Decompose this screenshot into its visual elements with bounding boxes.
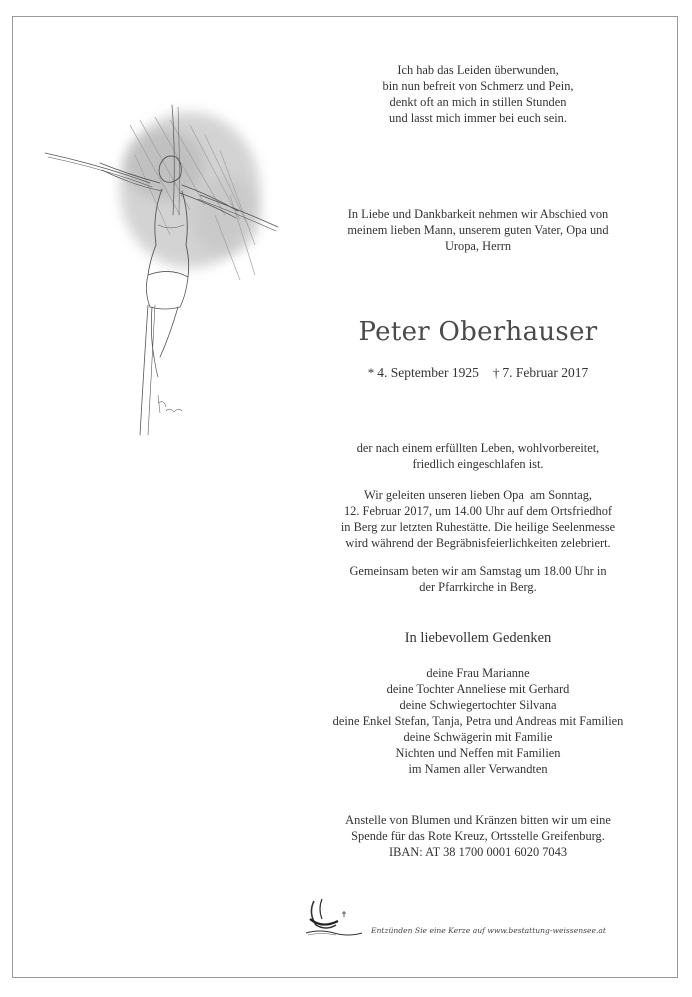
donation-line: Spende für das Rote Kreuz, Ortsstelle Greifenburg. (351, 829, 605, 843)
death-cross-icon: † (492, 365, 500, 380)
donation-text (288, 812, 668, 860)
funeral-line: Wir geleiten unseren lieben Opa am Sonntag, (364, 488, 592, 502)
death-date: 7. Februar 2017 (502, 365, 589, 380)
passing-line: der nach einem erfüllten Leben, wohlvorbereitet, (356, 441, 600, 455)
memory-heading: In liebevollem Gedenken (404, 630, 552, 646)
family-list (288, 665, 668, 777)
family-line: deine Tochter Anneliese mit Gerhard (386, 682, 570, 696)
family-line: deine Frau Marianne (426, 666, 530, 680)
prayer-text (288, 563, 668, 595)
life-dates (288, 365, 668, 381)
crucifix-sketch-icon (40, 95, 280, 440)
funeral-line: 12. Februar 2017, um 14.00 Uhr auf dem Ortsfriedhof (343, 504, 613, 518)
prayer-line: der Pfarrkirche in Berg. (419, 580, 537, 594)
poem-line: denkt oft an mich in stillen Stunden (389, 95, 567, 109)
passing-text (288, 440, 668, 472)
birth-date: 4. September 1925 (377, 365, 479, 380)
family-line: Nichten und Neffen mit Familien (395, 746, 561, 760)
intro-line: In Liebe und Dankbarkeit nehmen wir Abschied von (347, 207, 609, 221)
donation-line: Anstelle von Blumen und Kränzen bitten wir um eine (345, 813, 611, 827)
funeral-line: in Berg zur letzten Ruhestätte. Die heilige Seelenmesse (340, 520, 616, 534)
family-line: im Namen aller Verwandten (408, 762, 548, 776)
family-line: deine Enkel Stefan, Tanja, Petra und Andreas mit Familien (332, 714, 624, 728)
footer (302, 895, 622, 941)
deceased-name: Peter Oberhauser (358, 317, 598, 347)
bestattung-logo-icon (302, 895, 368, 939)
intro-line: meinem lieben Mann, unserem guten Vater, Opa und (347, 223, 609, 237)
family-line: deine Schwägerin mit Familie (403, 730, 553, 744)
poem (288, 62, 668, 126)
candle-text: Entzünden Sie eine Kerze auf www.bestattung-weissensee.at (371, 926, 606, 935)
family-line: deine Schwiegertochter Silvana (399, 698, 557, 712)
intro-text (288, 206, 668, 254)
poem-line: Ich hab das Leiden überwunden, (397, 63, 559, 77)
passing-line: friedlich eingeschlafen ist. (412, 457, 544, 471)
funeral-text (288, 487, 668, 551)
poem-line: bin nun befreit von Schmerz und Pein, (382, 79, 574, 93)
prayer-line: Gemeinsam beten wir am Samstag um 18.00 Uhr in (349, 564, 607, 578)
funeral-line: wird während der Begräbnisfeierlichkeiten zelebriert. (345, 536, 611, 550)
poem-line: und lasst mich immer bei euch sein. (389, 111, 567, 125)
iban-line: IBAN: AT 38 1700 0001 6020 7043 (388, 845, 568, 859)
birth-star-icon: * (367, 365, 375, 380)
intro-line: Uropa, Herrn (444, 239, 512, 253)
